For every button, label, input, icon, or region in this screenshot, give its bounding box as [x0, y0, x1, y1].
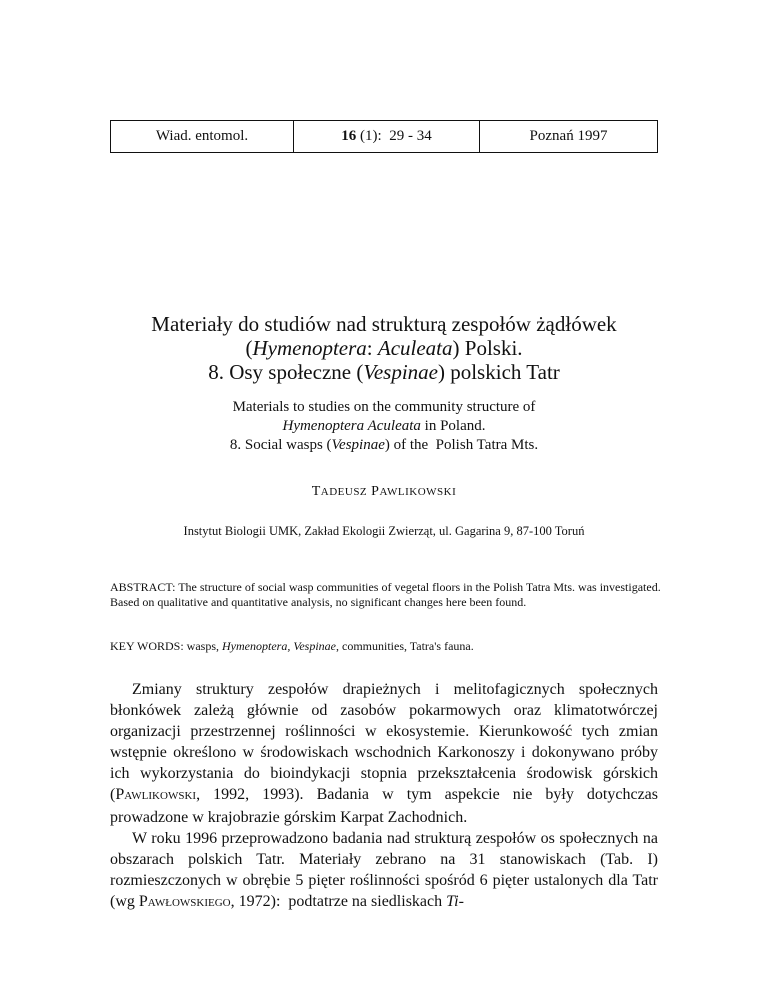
- body-paragraph-1: Zmiany struktury zespołów drapieżnych i melitofagicznych społecznych błonkówek zależą głównie od zasobów pokarmowych oraz klimatotwórczej organizacji przestrzennej roślinności w ekosystemie. Kierunkowość tych zmian wstępnie określono w środowiskach wschodnich Karkonoszy i dokonywano próby ich wykorzystania do bioindykacji stopnia przekształcenia środowisk górskich (PAWLIKOWSKI, 1992, 1993). Badania w tym aspekcie nie były dotychczas prowadzone w krajobrazie górskim Karpat Zachodnich.: [110, 681, 658, 826]
- keywords: KEY WORDS: wasps, Hymenoptera, Vespinae, communities, Tatra's fauna.: [110, 639, 474, 653]
- volume-issue-pages: [293, 121, 479, 152]
- author-name: TADEUSZ PAWLIKOWSKI: [311, 484, 457, 499]
- author-affiliation: Instytut Biologii UMK, Zakład Ekologii Zwierząt, ul. Gagarina 9, 87-100 Toruń: [183, 524, 585, 538]
- english-title: [0, 398, 768, 455]
- issue-pages: (1): 29 - 34: [356, 128, 432, 144]
- volume-number: 16: [341, 128, 357, 144]
- title-line-3: 8. Osy społeczne (Vespinae) polskich Tatr: [208, 360, 560, 384]
- subtitle-line-2: Hymenoptera Aculeata in Poland.: [282, 418, 486, 434]
- body-paragraph-2: W roku 1996 przeprowadzono badania nad strukturą zespołów os społecznych na obszarach polskich Tatr. Materiały zebrano na 31 stanowiskach (Tab. I) rozmieszczonych w obrębie 5 pięter roślinności spośród 6 pięter ustalonych dla Tatr (wg PAWŁOWSKIEGO, 1972): podtatrze na siedliskach Ti-: [110, 830, 658, 910]
- journal-name: Wiad. entomol.: [155, 128, 249, 144]
- article-body: [110, 679, 658, 914]
- place-year: Poznań 1997: [479, 121, 657, 152]
- title-line-1: Materiały do studiów nad strukturą zespołów żądłówek: [151, 312, 617, 336]
- journal-header-table: [110, 120, 658, 153]
- subtitle-line-1: Materials to studies on the community structure of: [232, 399, 536, 415]
- abstract: ABSTRACT: The structure of social wasp communities of vegetal floors in the Polish Tatra Mts. was investigated. Based on qualitative and quantitative analysis, no significant changes here been found.: [110, 580, 661, 609]
- title-line-2: (Hymenoptera: Aculeata) Polski.: [245, 336, 523, 360]
- article-title: [0, 312, 768, 384]
- subtitle-line-3: 8. Social wasps (Vespinae) of the Polish Tatra Mts.: [229, 437, 539, 453]
